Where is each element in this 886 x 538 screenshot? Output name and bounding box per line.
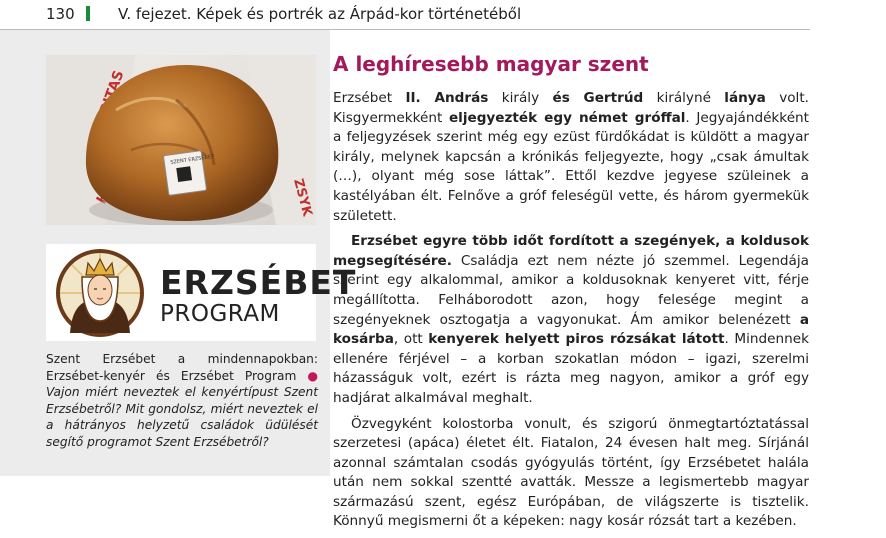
bread-photo [46, 55, 316, 225]
question-bullet-icon: ● [307, 368, 318, 383]
header-accent-bar [86, 6, 90, 21]
paragraph-3: Özvegyként kolostorba vonult, és szigorú önmegtartóztatással szerzetesi (apáca) életet élt. Fiatalon, 24 évesen halt meg. Sírjánál azonnal számtalan csodás gyógyulás történt, így Erzsébetet halála után nem sokkal szentté avatták. Messze a legismertebb magyar származású szent, egész Európában, de világszerte is tisztelik. Könnyű megismerni őt a képeken: nagy kosár rózsát tart a kezében. [333, 415, 809, 530]
logo-title: ERZSÉBET [160, 263, 357, 302]
caption-question: Vajon miért neveztek el kenyértípust Szent Erzsébetről? Mit gondolsz, miért neveztek el a hátrányos helyzetű családok üdülését segítő programot Szent Erzsébetről? [46, 385, 318, 449]
erzsebet-program-logo [46, 244, 357, 341]
page-header [0, 0, 886, 30]
caption-text: Szent Erzsébet a mindennapokban: Erzsébet-kenyér és Erzsébet Program [46, 352, 318, 383]
bread-image [46, 55, 316, 225]
svg-text:ZSYK: ZSYK [290, 177, 315, 219]
saint-elizabeth-medallion-icon [52, 247, 148, 339]
paragraph-1: Erzsébet II. András király és Gertrúd királyné lánya volt. Kisgyermekként eljegyezték egy német gróffal. Jegyajándékként a feljegyzések szerint még egy ezüst fürdőkádat is küldött a magyar király, melynek kapcsán a krónikás feljegyezte, hogy „csak ámultak (…), olyant még sose láttak”. Ettől kezdve jegyese szüleinek a kastélyában élt. Felnőve a gróf feleségül vette, és három gyermekük született. [333, 90, 809, 224]
article-title: A leghíresebb magyar szent [333, 52, 649, 76]
article-body [333, 89, 809, 538]
paragraph-2: Erzsébet egyre több időt fordított a szegények, a koldusok megsegítésére. Családja ezt nem nézte jó szemmel. Legendája szerint egy alkalommal, amikor a koldusoknak kenyeret vitt, férje megállította. Felháborodott azon, hogy felesége megint a szegényeknek osztogatja a vagyonukat. Ám amikor belenézett a kosárba, ott kenyerek helyett piros rózsákat látott. Mindennek ellenére férjével – a korban szokatlan módon – igazi, szerelmi házasságuk volt, ezért is rázta meg nagyon, amikor a gróf egy hadjárat alkalmával meghalt. [333, 233, 809, 406]
chapter-title: V. fejezet. Képek és portrék az Árpád-kor történetéből [118, 5, 522, 23]
logo-subtitle: PROGRAM [160, 301, 280, 327]
image-caption [46, 351, 318, 451]
stamp-text: SZENT ERZSÉBET [170, 153, 215, 166]
page-number: 130 [46, 5, 75, 23]
